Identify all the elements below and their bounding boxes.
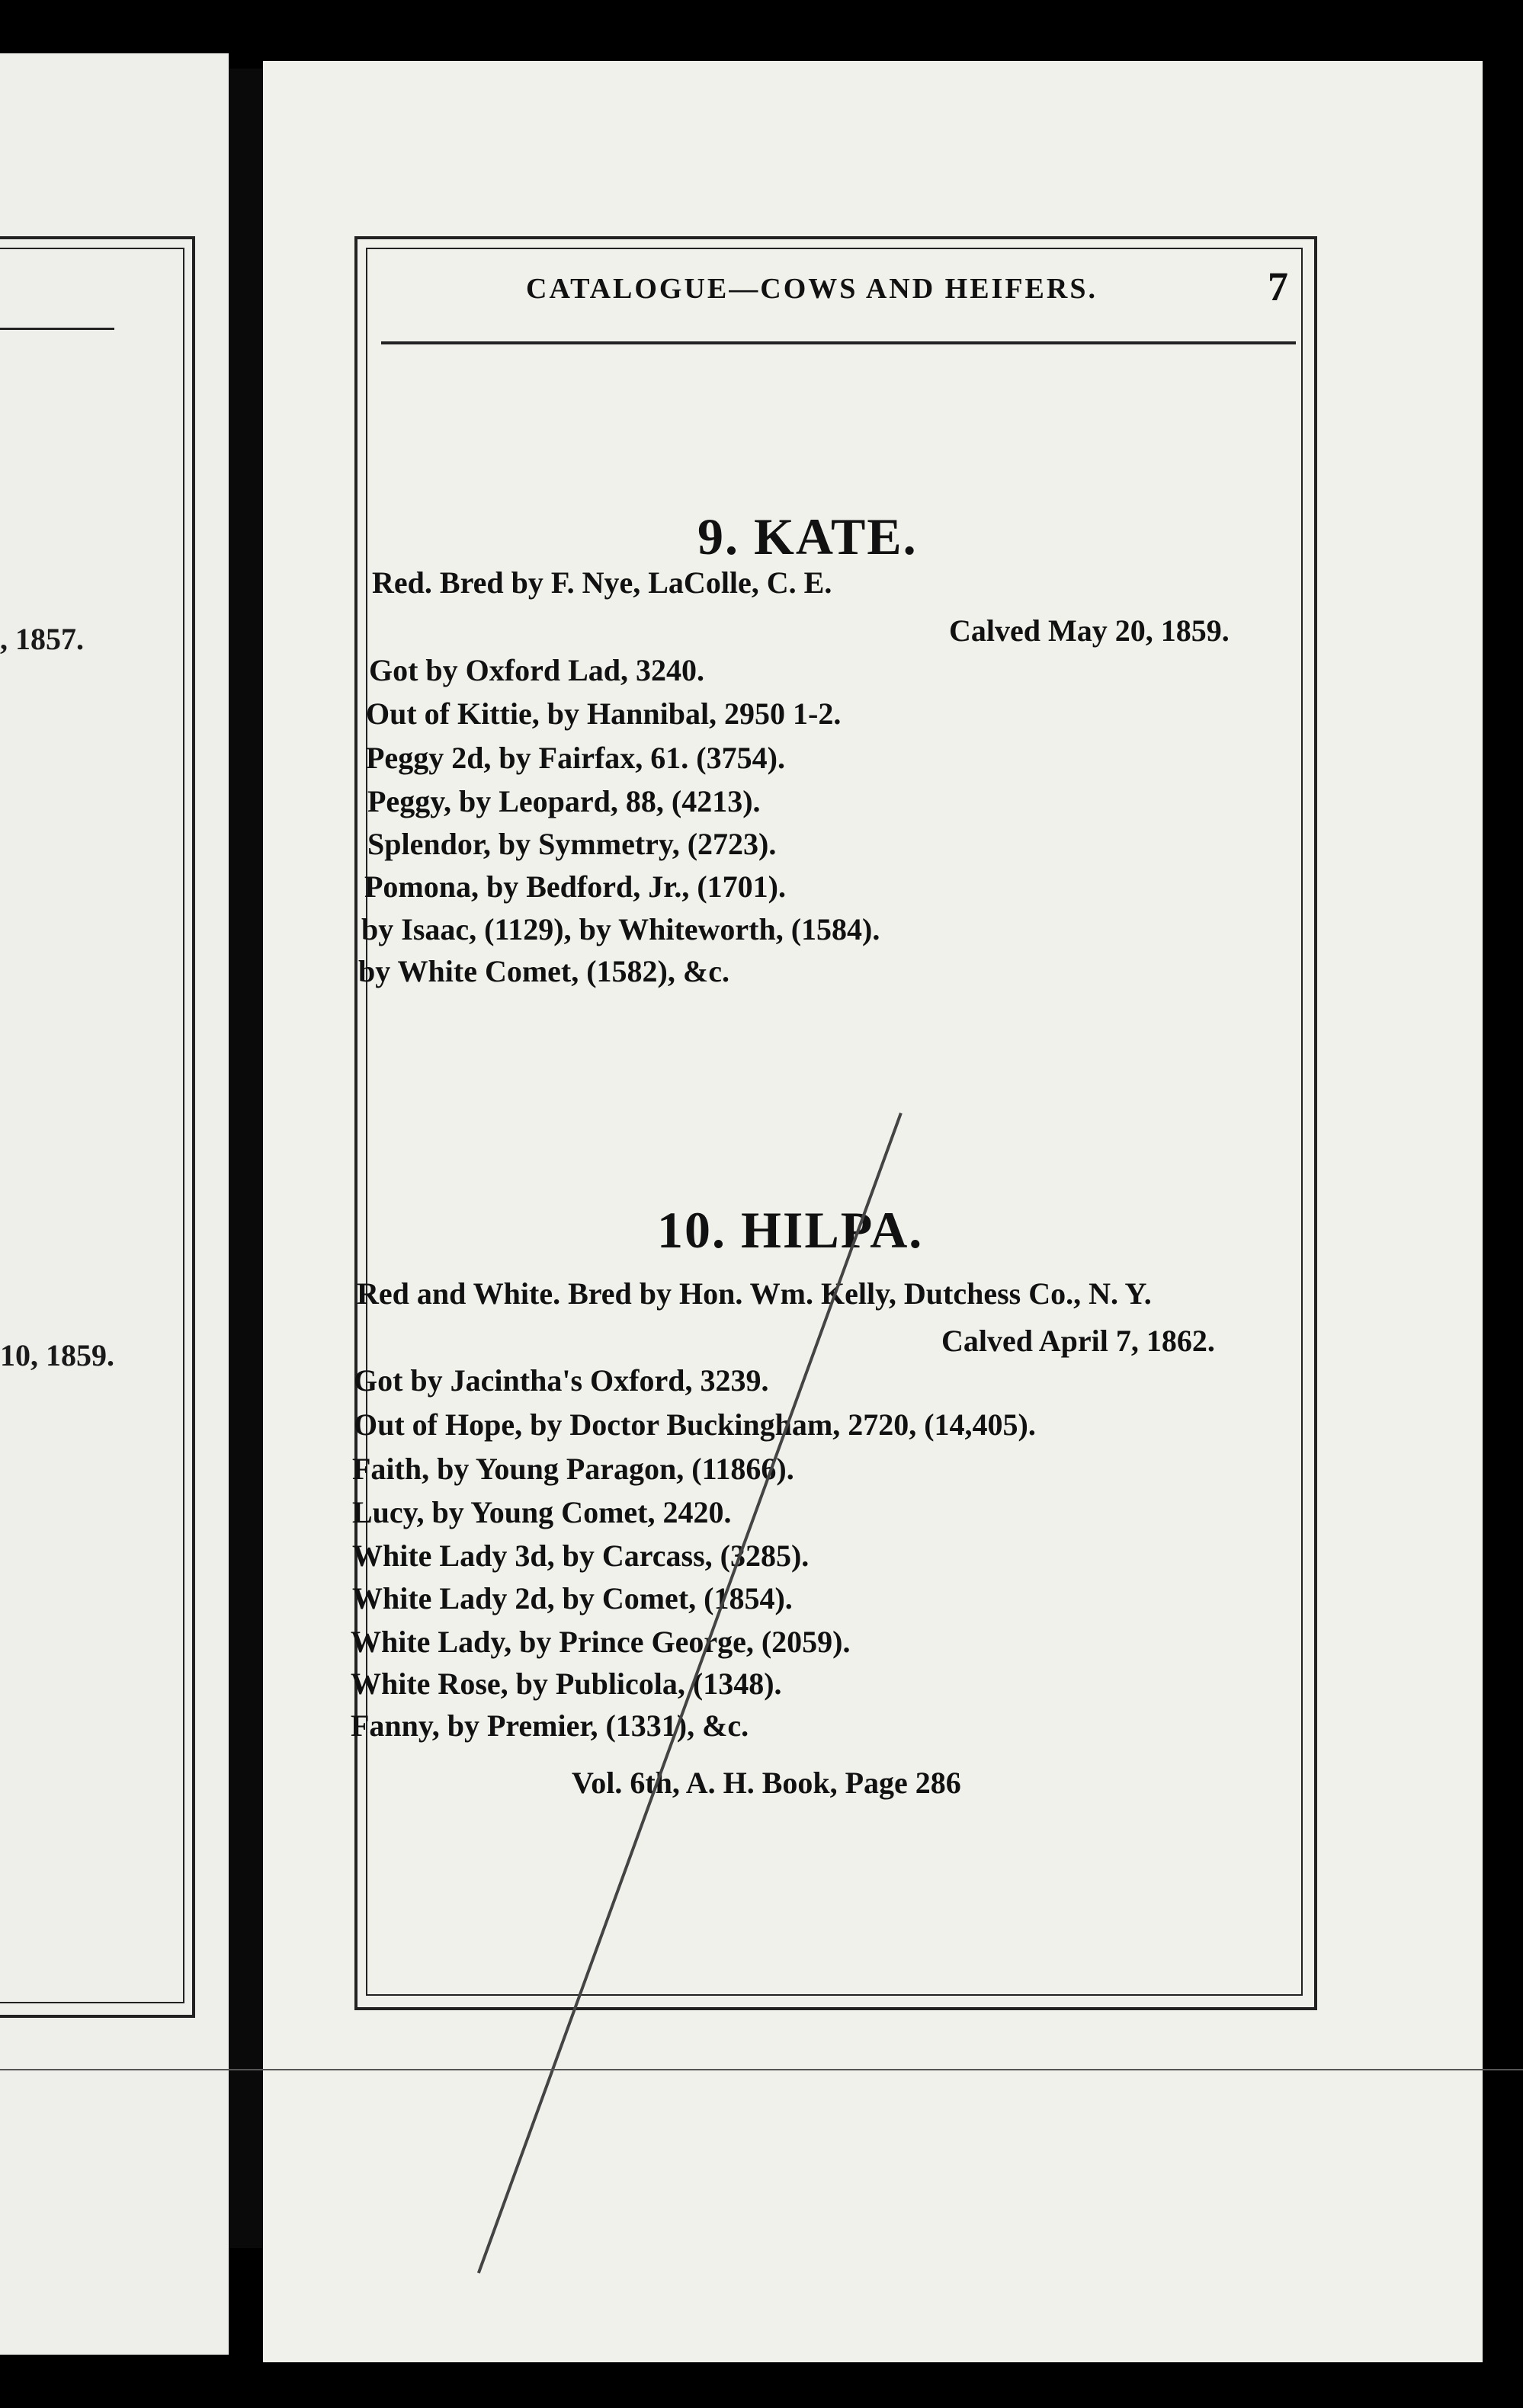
left-page (0, 53, 229, 2355)
entry-calved: Calved May 20, 1859. (949, 613, 1230, 648)
pedigree-line: White Lady 3d, by Carcass, (3285). (352, 1539, 810, 1573)
scan-edge-line (0, 2069, 1523, 2070)
pedigree-line: Lucy, by Young Comet, 2420. (352, 1495, 732, 1529)
entry-calved: Calved April 7, 1862. (941, 1324, 1215, 1358)
pedigree-line: Peggy 2d, by Fairfax, 61. (3754). (366, 741, 785, 775)
entry-title: 10. HILPA. (657, 1201, 924, 1259)
book-reference: Vol. 6th, A. H. Book, Page 286 (572, 1766, 961, 1800)
left-page-fragment: , 1857. (0, 622, 84, 656)
pedigree-line: Fanny, by Premier, (1331), &c. (351, 1708, 749, 1743)
pedigree-line: by White Comet, (1582), &c. (358, 954, 729, 988)
pedigree-line: Faith, by Young Paragon, (11866). (352, 1452, 794, 1486)
pedigree-line: by Isaac, (1129), by Whiteworth, (1584). (361, 912, 880, 946)
pedigree-line: Out of Kittie, by Hannibal, 2950 1-2. (366, 696, 842, 731)
header-rule (381, 341, 1296, 344)
page-number: 7 (1268, 264, 1288, 309)
entry-breeding: Red. Bred by F. Nye, LaColle, C. E. (372, 565, 832, 600)
book-gutter (229, 69, 267, 2248)
pedigree-line: Peggy, by Leopard, 88, (4213). (367, 784, 761, 818)
pedigree-line: White Lady 2d, by Comet, (1854). (352, 1581, 793, 1615)
entry-breeding: Red and White. Bred by Hon. Wm. Kelly, Dutchess Co., N. Y. (357, 1276, 1152, 1311)
running-header (381, 263, 1288, 316)
left-page-frame-inner (0, 248, 184, 2003)
entry-title: 9. KATE. (697, 508, 918, 565)
left-page-fragment: 10, 1859. (0, 1338, 114, 1372)
pedigree-line: White Lady, by Prince George, (2059). (351, 1625, 851, 1659)
left-page-rule (0, 328, 114, 330)
running-header-title: CATALOGUE—COWS AND HEIFERS. (526, 273, 1098, 305)
pedigree-line: Pomona, by Bedford, Jr., (1701). (364, 869, 786, 904)
pedigree-line: White Rose, by Publicola, (1348). (351, 1667, 782, 1701)
pedigree-line: Splendor, by Symmetry, (2723). (367, 827, 777, 861)
pedigree-line: Got by Jacintha's Oxford, 3239. (354, 1363, 769, 1398)
pedigree-line: Out of Hope, by Doctor Buckingham, 2720, (14,405). (354, 1407, 1036, 1442)
pedigree-line: Got by Oxford Lad, 3240. (369, 653, 705, 687)
